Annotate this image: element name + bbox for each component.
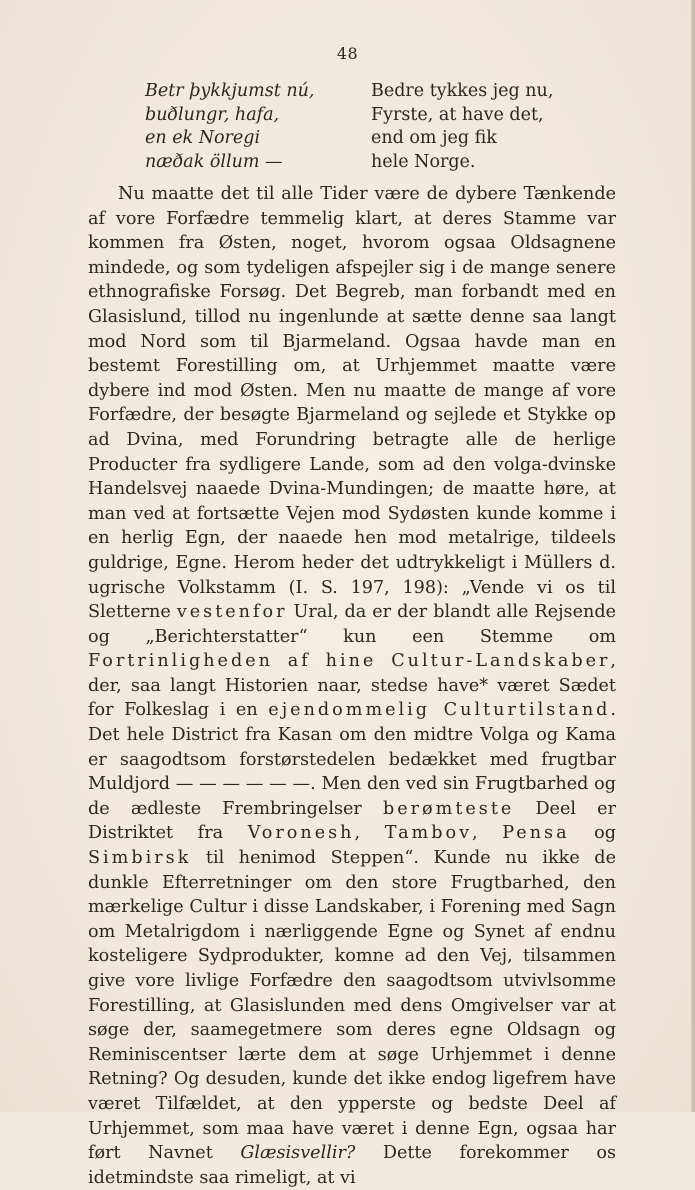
page-edge bbox=[691, 0, 695, 1112]
text-run: Dette forekommer os idetmindste saa rimeligt, at vi bbox=[88, 1143, 616, 1188]
text-run: , der, saa langt Historien naar, stedse have* været Sædet for Folkeslag i en bbox=[88, 651, 616, 721]
body-text bbox=[88, 182, 616, 1190]
verse-danish: hele Norge. bbox=[371, 151, 476, 172]
verse-old-norse: næðak öllum — bbox=[145, 151, 283, 172]
verse-old-norse: Betr þykkjumst nú, bbox=[145, 81, 315, 101]
text-run: til henimod Steppen“. Kunde nu ikke de dunkle Efterretninger om den store Frugtbarhed, den mærkelige Cultur i disse Landskaber, i Forening med Sagn om Metalrigdom i nærliggende Egne og Synet af endnu kosteligere Sydprodukter, komne ad den Vej, tilsammen give vore livlige Forfædre den saagodtsom utvivlsomme Forestilling, at Glasislunden med dens Omgivelser var at søge der, saamegetmere som deres egne Oldsagn og Reminiscentser lærte dem at søge Urhjemmet i denne Retning? Og desuden, kunde det ikke endog ligefrem have været Tilfældet, at den ypperste og bedste Deel af Urhjemmet, som maa have været i denne Egn, ogsaa har ført Navnet bbox=[88, 848, 616, 1164]
spaced-text: Tambov bbox=[384, 823, 473, 844]
verse-old-norse: en ek Noregi bbox=[145, 128, 261, 148]
italic-text: Glæsisvellir? bbox=[240, 1143, 356, 1164]
verse-line bbox=[145, 104, 565, 128]
text-run: , bbox=[354, 823, 385, 844]
verse-danish: Bedre tykkes jeg nu, bbox=[371, 81, 554, 101]
verse-old-norse: buðlungr, hafa, bbox=[145, 104, 280, 125]
paragraph bbox=[88, 182, 616, 1190]
spaced-text: Fortrinligheden af hine Cultur-Landskaber bbox=[88, 651, 611, 672]
text-run: . Det hele District fra Kasan om den midtre Volga og Kama er saagodtsom forstørstedelen bedækket med frugtbar Muldjord — — — — — —. Men den ved sin Frugtbarhed og de ædleste Frembringelser bbox=[88, 700, 617, 819]
spaced-text: Pensa bbox=[502, 823, 570, 844]
text-run: og bbox=[569, 823, 617, 844]
verse-danish: end om jeg fik bbox=[371, 128, 497, 148]
verse-danish: Fyrste, at have det, bbox=[371, 104, 544, 125]
spaced-text: Voronesh bbox=[247, 823, 355, 844]
page-number: 48 bbox=[336, 44, 359, 63]
text-run: Ural, da er der blandt alle Rejsende og „Berichterstatter“ kun een Stemme om bbox=[88, 602, 616, 647]
verse-line bbox=[145, 127, 565, 151]
verse-block bbox=[145, 80, 565, 174]
verse-line bbox=[145, 151, 565, 175]
spaced-text: berømteste bbox=[382, 798, 515, 819]
text-run: Deel er Distriktet fra bbox=[88, 798, 616, 844]
spaced-text: ejendommelig Culturtilstand bbox=[268, 700, 611, 721]
spaced-text: vestenfor bbox=[176, 602, 288, 623]
spaced-text: Simbirsk bbox=[88, 848, 192, 869]
text-run: , bbox=[472, 823, 503, 844]
text-run: Nu maatte det til alle Tider være de dybere Tænkende af vore Forfædre temmelig klart, at deres Stamme var kommen fra Østen, noget, hvorom ogsaa Oldsagnene mindede, og som tydeligen afspejler sig i de mange senere ethnografiske Forsøg. Det Begreb, man forbandt med en Glasislund, tillod nu ingenlunde at sætte denne saa langt mod Nord som til Bjarmeland. Ogsaa havde man en bestemt Forestilling om, at Urhjemmet maatte være dybere ind mod Østen. Men nu maatte de mange af vore Forfædre, der besøgte Bjarmeland og sejlede et Stykke op ad Dvina, med Forundring betragte alle de herlige Producter fra sydligere Lande, som ad den volga-dvinske Handelsvej naaede Dvina-Mundingen; de maatte høre, at man ved at fortsætte Vejen mod Sydøsten kunde komme i en herlig Egn, der naaede hen mod metalrige, tildeels guldrige, Egne. Herom heder det udtrykkeligt i Müllers d. ugrische Volkstamm (I. S. 197, 198): „Vende vi os til Sletterne bbox=[88, 184, 616, 623]
verse-line bbox=[145, 80, 565, 104]
